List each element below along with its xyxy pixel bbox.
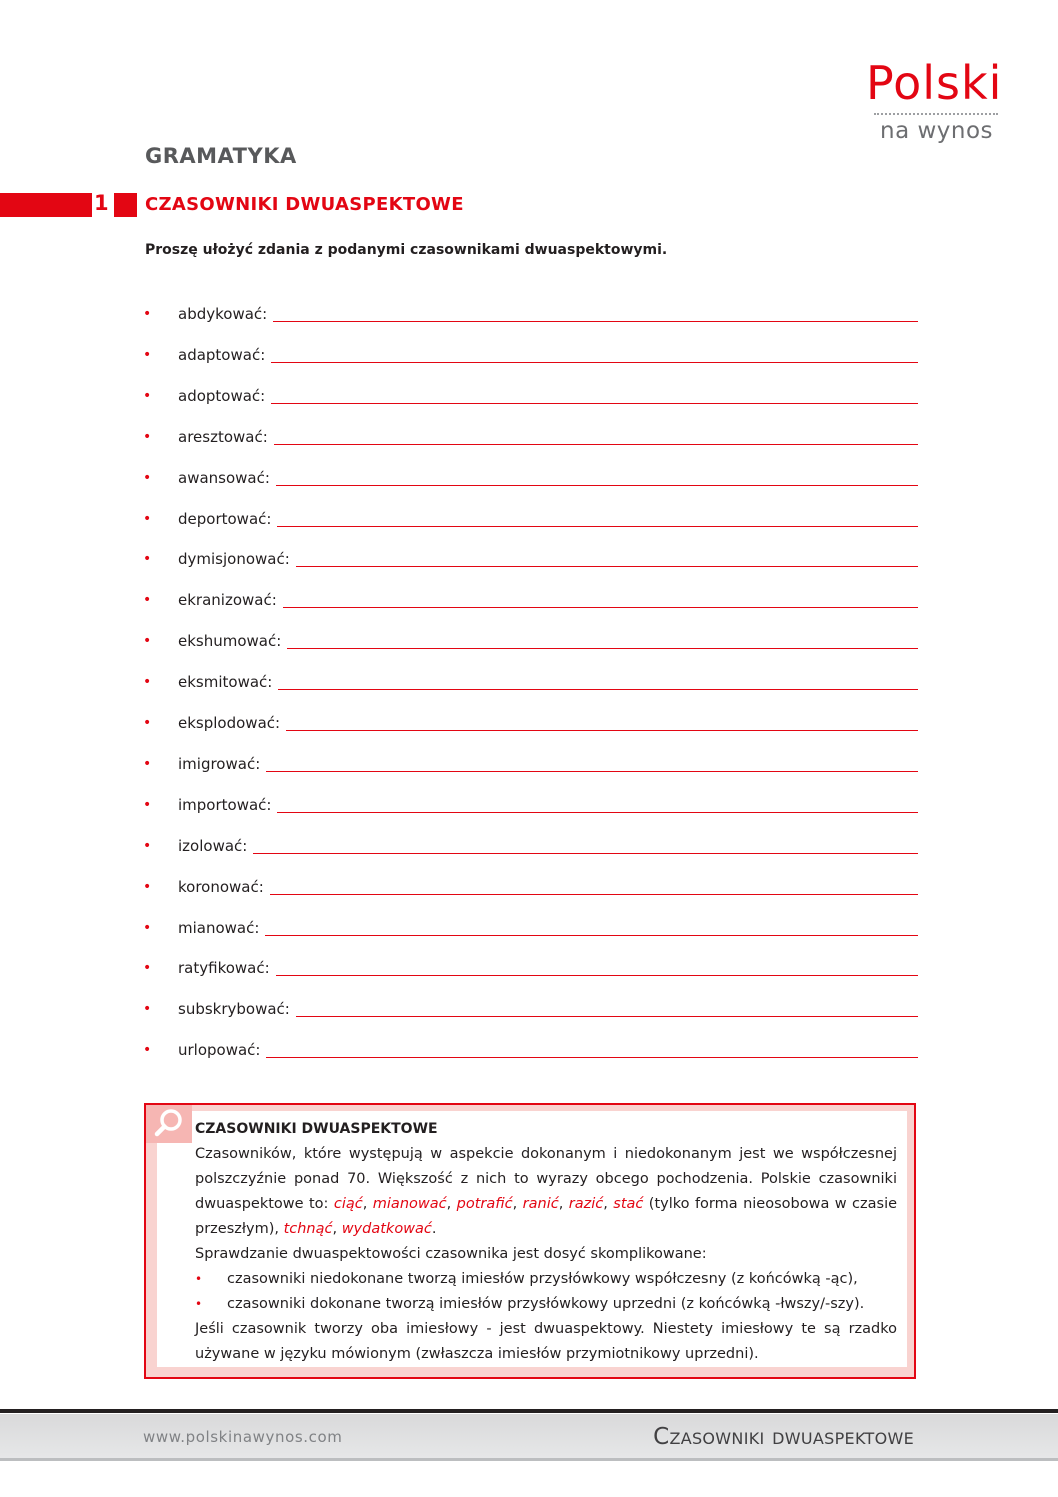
exercise-bar-left [0,193,92,217]
exercise-title: CZASOWNIKI DWUASPEKTOWE [145,194,464,215]
example-verb: ranić [522,1196,559,1212]
footer-divider [0,1409,1058,1413]
bullet-icon: • [143,837,152,854]
info-title: CZASOWNIKI DWUASPEKTOWE [195,1121,438,1137]
verb-row [140,299,918,323]
answer-line[interactable] [296,1015,918,1017]
answer-line[interactable] [286,729,918,731]
verb-label: ratyfikować: [178,959,270,978]
verb-label: adaptować: [178,345,266,364]
logo-word: Polski [866,56,1003,110]
verb-row [140,831,918,855]
answer-line[interactable] [277,525,918,527]
verb-label: adoptować: [178,386,266,405]
logo-subtitle: na wynos [880,118,994,144]
bullet-icon: • [143,551,152,568]
section-title: GRAMATYKA [145,144,297,168]
answer-line[interactable] [276,974,918,976]
info-content [195,1117,897,1367]
verb-label: urlopować: [178,1041,261,1060]
answer-line[interactable] [296,565,918,567]
info-bullet-1: • czasowniki niedokonane tworzą imiesłów przysłówkowy współczesny (z końcówką -ąc), [195,1267,897,1292]
verb-label: deportować: [178,509,272,528]
example-verb: stać [613,1196,644,1212]
bullet-icon: • [143,796,152,813]
bullet-icon: • [195,1272,203,1286]
bullet-icon: • [143,510,152,527]
bullet-icon: • [143,715,152,731]
bullet-icon: • [195,1297,203,1311]
verb-label: imigrować: [178,754,261,773]
verb-label: awansować: [178,468,270,487]
verb-label: ekshumować: [178,632,282,651]
bullet-icon: • [143,755,152,772]
exercise-instruction: Proszę ułożyć zdania z podanymi czasownikami dwuaspektowymi. [145,242,668,258]
exercise-number: 1 [94,191,109,215]
verb-row [140,463,918,487]
example-verb: wydatkować [341,1221,432,1237]
verb-row [140,872,918,896]
verb-row [140,913,918,937]
bullet-icon: • [143,919,152,936]
logo-divider [874,113,998,115]
verb-row [140,953,918,977]
verb-row [140,626,918,650]
bullet-icon: • [143,306,152,322]
answer-line[interactable] [271,402,918,404]
verb-label: eksmitować: [178,673,273,692]
info-paragraph-2: Sprawdzanie dwuaspektowości czasownika jest dosyć skomplikowane: [195,1246,707,1262]
verb-label: izolować: [178,836,248,855]
example-verb: potrafić [456,1196,513,1212]
verb-label: dymisjonować: [178,550,290,569]
answer-line[interactable] [253,852,918,854]
answer-line[interactable] [283,606,918,608]
bullet-icon: • [143,592,152,609]
footer-url: www.polskinawynos.com [143,1428,343,1446]
info-paragraph-1: Czasowników, które występują w aspekcie dokonanym i niedokonanym jest we współczesnej polszczyźnie ponad 70. Większość z nich to wyrazy obcego pochodzenia. Polskie czasowniki dwuaspektowe to: ciąć, mianować, potrafić, ranić, razić, stać (tylko forma nieosobowa w czasie przeszłym), tchnąć, wydatkować. [195,1146,898,1237]
verb-row [140,504,918,528]
bullet-icon: • [143,346,152,363]
answer-line[interactable] [274,443,918,445]
verb-label: mianować: [178,918,260,937]
verb-row [140,749,918,773]
verb-label: abdykować: [178,305,268,323]
bullet-icon: • [143,674,152,691]
bullet-icon: • [143,960,152,977]
verb-row [140,422,918,446]
verb-label: eksplodować: [178,714,281,732]
example-verb: mianować [372,1196,447,1212]
info-bullet-2: • czasowniki dokonane tworzą imiesłów przysłówkowy uprzedni (z końcówką -łwszy/-szy). [195,1292,897,1317]
bullet-icon: • [143,428,152,445]
verb-row [140,340,918,364]
bullet-icon: • [143,1042,152,1059]
verb-label: aresztować: [178,427,268,446]
answer-line[interactable] [276,484,918,486]
footer-bottom-rule [0,1458,1058,1461]
bullet-icon: • [143,878,152,895]
footer-title: Czasowniki dwuaspektowe [653,1424,914,1450]
example-verb: tchnąć [283,1221,333,1237]
verb-row [140,381,918,405]
verb-row [140,708,918,732]
answer-line[interactable] [271,361,918,363]
answer-line[interactable] [266,1056,918,1058]
answer-line[interactable] [270,893,918,895]
verb-row [140,1035,918,1059]
verb-row [140,585,918,609]
answer-line[interactable] [278,688,918,690]
logo [866,58,1002,150]
magnifier-icon [153,1108,185,1140]
verb-label: importować: [178,795,272,814]
bullet-icon: • [143,633,152,650]
exercise-bar-right [114,193,137,217]
verb-label: koronować: [178,877,264,896]
verb-label: ekranizować: [178,591,277,610]
verb-row [140,667,918,691]
verb-row [140,544,918,568]
answer-line[interactable] [287,647,918,649]
answer-line[interactable] [273,320,918,322]
verb-label: subskrybować: [178,1000,290,1019]
answer-line[interactable] [266,770,918,772]
answer-line[interactable] [277,811,918,813]
verb-row [140,994,918,1018]
info-paragraph-3: Jeśli czasownik tworzy oba imiesłowy - jest dwuaspektowy. Niestety imiesłowy te są rzadko używane w języku mówionym (zwłaszcza imiesłów przymiotnikowy uprzedni). [195,1321,897,1362]
example-verb: ciąć [333,1196,363,1212]
example-verb: razić [568,1196,604,1212]
verb-row [140,790,918,814]
bullet-icon: • [143,387,152,404]
bullet-icon: • [143,1001,152,1018]
bullet-icon: • [143,469,152,486]
answer-line[interactable] [265,934,918,936]
